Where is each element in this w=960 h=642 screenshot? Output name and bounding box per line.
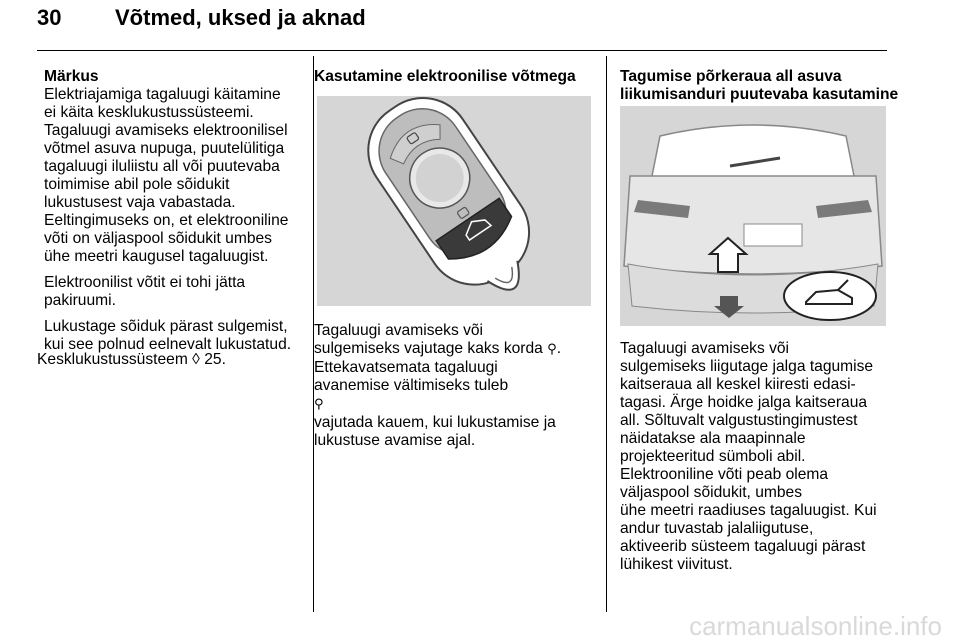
rear-bumper-sensor-illustration bbox=[620, 106, 886, 326]
column-divider-2 bbox=[606, 56, 607, 612]
paragraph-line: vajutada kauem, kui lukustamise ja bbox=[314, 414, 556, 431]
reference-page[interactable]: 25. bbox=[204, 351, 226, 368]
note-heading: Märkus bbox=[44, 68, 99, 85]
paragraph-line: all. Sõltuvalt valgustustingimustest bbox=[620, 412, 858, 429]
key-section-title: Kasutamine elektroonilise võtmega bbox=[314, 68, 576, 85]
note-line: võtmel asuva nupuga, puutelülitiga bbox=[44, 140, 285, 157]
paragraph-line: sulgemiseks liigutage jalga tagumise bbox=[620, 358, 874, 375]
paragraph-line: projekteeritud sümboli abil. bbox=[620, 448, 806, 465]
reference-text[interactable]: Kesklukustussüsteem bbox=[37, 351, 188, 368]
paragraph-line: Elektrooniline võti peab olema bbox=[620, 466, 829, 483]
sensor-section-body bbox=[620, 340, 890, 574]
tailgate-icon: ⚲ bbox=[314, 397, 324, 412]
sensor-section-title: Tagumise põrkeraua all asuva liikumisanduri puutevaba kasutamine bbox=[620, 68, 899, 103]
note-line: võti on väljaspool sõidukit umbes bbox=[44, 230, 272, 247]
paragraph-line: pakiruumi. bbox=[44, 292, 116, 309]
note-line: ei käita kesklukustussüsteemi. bbox=[44, 104, 254, 121]
paragraph-line: lühikest viivitust. bbox=[620, 556, 733, 573]
section-title: Võtmed, uksed ja aknad bbox=[115, 5, 366, 30]
key-section-body: Tagaluugi avamiseks või sulgemiseks vajutage kaks korda ⚲. Ettekavatsemata tagaluugi avanemise vältimiseks tuleb ⚲ vajutada kauem, kui lukustamise ja lukustuse avamise ajal. bbox=[314, 322, 604, 450]
cross-reference[interactable] bbox=[37, 351, 307, 369]
note-line: Tagaluugi avamiseks elektroonilisel bbox=[44, 122, 288, 139]
note-line: tagaluugi iluliistu all või puutevaba bbox=[44, 158, 280, 175]
paragraph-line: Lukustage sõiduk pärast sulgemist, bbox=[44, 318, 288, 335]
paragraph-line: aktiveerib süsteem tagaluugi pärast bbox=[620, 538, 866, 555]
page-number: 30 bbox=[37, 5, 62, 30]
paragraph-line: lukustuse avamise ajal. bbox=[314, 432, 476, 449]
watermark: carmanualsonline.info bbox=[689, 611, 942, 641]
page-header bbox=[37, 2, 887, 51]
paragraph-line: kaitseraua all keskel kiiresti edasi- bbox=[620, 376, 856, 393]
note-line: Elektriajamiga tagaluugi käitamine bbox=[44, 86, 281, 103]
paragraph-line: Elektroonilist võtit ei tohi jätta bbox=[44, 274, 246, 291]
paragraph-line: avanemise vältimiseks tuleb bbox=[314, 377, 509, 394]
paragraph-line: kui see polnud eelnevalt lukustatud. bbox=[44, 336, 292, 353]
note-line: Eeltingimuseks on, et elektrooniline bbox=[44, 212, 289, 229]
note-line: ühe meetri kaugusel tagaluugist. bbox=[44, 248, 269, 265]
note-column bbox=[44, 68, 304, 354]
electronic-key-illustration bbox=[317, 96, 591, 306]
paragraph-line: väljaspool sõidukit, umbes bbox=[620, 484, 803, 501]
paragraph-line: Ettekavatsemata tagaluugi bbox=[314, 359, 498, 376]
reference-arrow-icon: ◊ bbox=[192, 351, 200, 368]
note-line: toimimise abil pole sõidukit bbox=[44, 176, 230, 193]
note-line: lukustusest vaja vabastada. bbox=[44, 194, 236, 211]
paragraph-line: Tagaluugi avamiseks või bbox=[620, 340, 790, 357]
paragraph-line: ühe meetri raadiuses tagaluugist. Kui bbox=[620, 502, 877, 519]
paragraph-line: andur tuvastab jalaliigutuse, bbox=[620, 520, 814, 537]
paragraph-line: tagasi. Ärge hoidke jalga kaitseraua bbox=[620, 394, 868, 411]
paragraph-line: Tagaluugi avamiseks või bbox=[314, 322, 484, 339]
paragraph-line: näidatakse ala maapinnale bbox=[620, 430, 806, 447]
paragraph-line: sulgemiseks vajutage kaks korda bbox=[314, 340, 543, 357]
tailgate-icon: ⚲ bbox=[547, 342, 557, 357]
